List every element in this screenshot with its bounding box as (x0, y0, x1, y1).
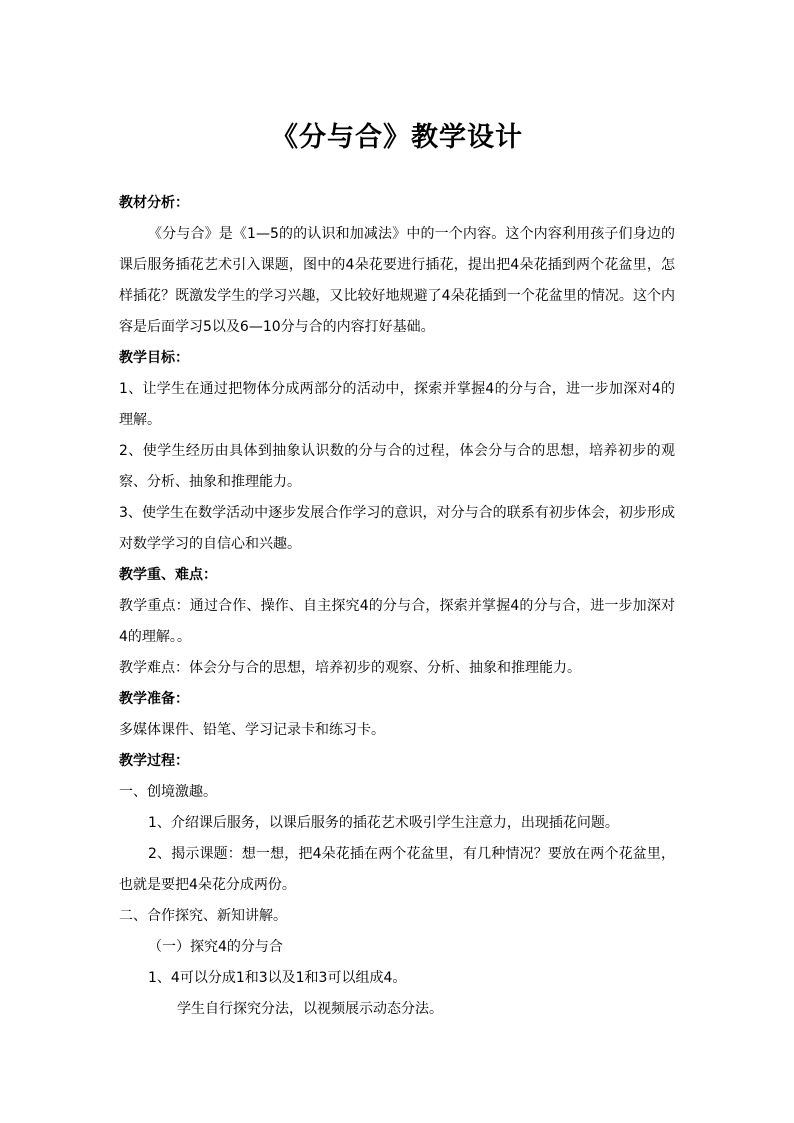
process-subheading: （一）探究4的分与合 (148, 939, 283, 955)
objective-item: 2、使学生经历由具体到抽象认识数的分与合的过程，体会分与合的思想，培养初步的观察、分析、抽象和推理能力。 (119, 443, 675, 490)
analysis-paragraph: 《分与合》是《1—5的的认识和加减法》中的一个内容。这个内容利用孩子们身边的课后服务插花艺术引入课题，图中的4朵花要进行插花，提出把4朵花插到两个花盆里，怎样插花？既激发学生的学习兴趣，又比较好地规避了4朵花插到一个花盆里的情况。这个内容是后面学习5以及6—10分与合的内容打好基础。 (119, 226, 675, 335)
section-heading-analysis: 教材分析： (119, 195, 189, 211)
objective-item: 1、让学生在通过把物体分成两部分的活动中，探索并掌握4的分与合，进一步加深对4的理解。 (119, 381, 675, 428)
section-heading-key-points: 教学重、难点： (119, 567, 217, 583)
process-substep: 1、介绍课后服务，以课后服务的插花艺术吸引学生注意力，出现插花问题。 (148, 815, 619, 831)
objective-item: 3、使学生在数学活动中逐步发展合作学习的意识，对分与合的联系有初步体会，初步形成对数学学习的自信心和兴趣。 (119, 505, 675, 552)
key-point-text: 教学重点：通过合作、操作、自主探究4的分与合，探索并掌握4的分与合，进一步加深对4的理解。。 (119, 598, 675, 645)
section-heading-process: 教学过程： (119, 753, 189, 769)
section-heading-objectives: 教学目标： (119, 350, 189, 366)
process-substep: 2、揭示课题：想一想，把4朵花插在两个花盆里，有几种情况？要放在两个花盆里，也就是要把4朵花分成两份。 (119, 846, 675, 893)
process-step: 二、合作探究、新知讲解。 (119, 908, 287, 924)
difficulty-text: 教学难点：体会分与合的思想，培养初步的观察、分析、抽象和推理能力。 (119, 660, 581, 676)
process-note: 学生自行探究分法，以视频展示动态分法。 (177, 1001, 443, 1017)
document-body (119, 188, 675, 1025)
preparation-text: 多媒体课件、铅笔、学习记录卡和练习卡。 (119, 722, 385, 738)
document-title: 《分与合》教学设计 (271, 122, 523, 153)
process-substep: 1、4可以分成1和3以及1和3可以组成4。 (148, 970, 407, 986)
process-step: 一、创境激趣。 (119, 784, 217, 800)
section-heading-preparation: 教学准备： (119, 691, 189, 707)
